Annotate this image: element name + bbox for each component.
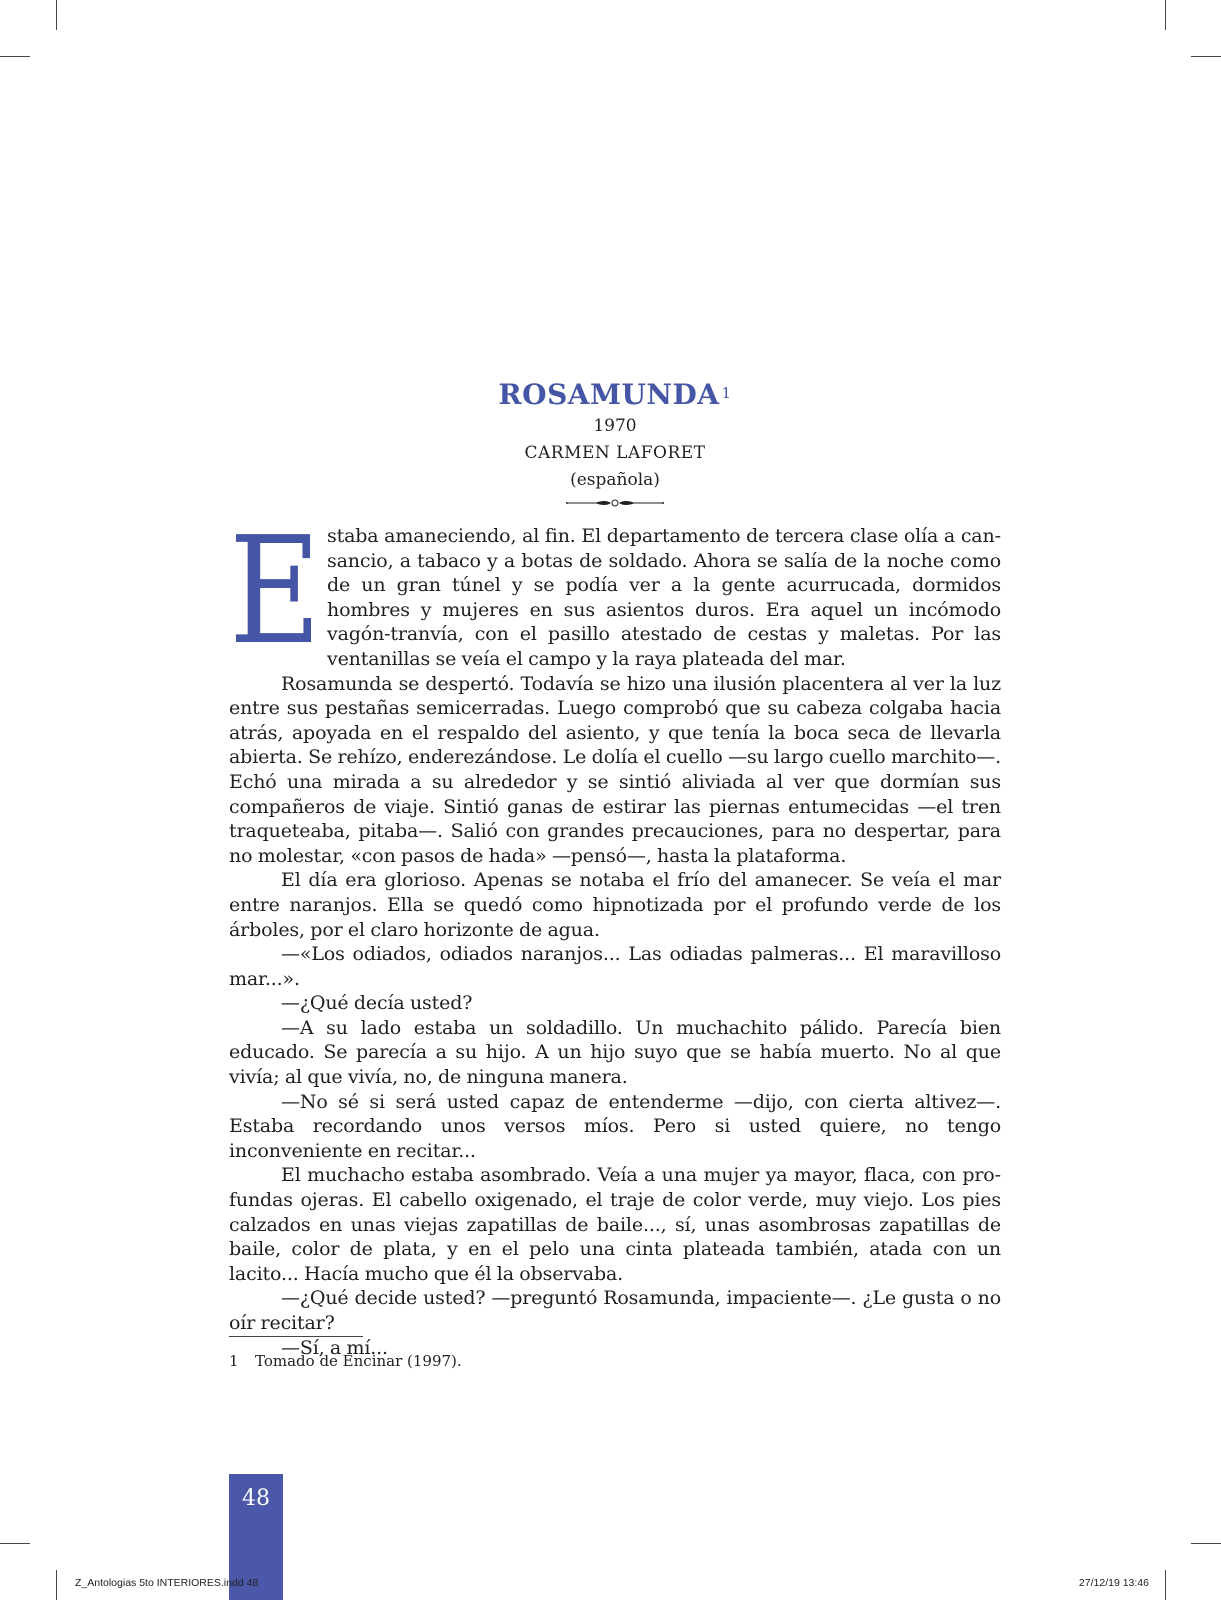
- footnote-rule: [229, 1336, 363, 1337]
- paragraph: —«Los odiados, odiados naranjos... Las odiadas palmeras... El maravilloso mar...».: [229, 943, 1001, 990]
- crop-mark-top-right-h: [1191, 56, 1221, 57]
- crop-mark-bottom-right: [1165, 1570, 1166, 1600]
- author-nationality: (española): [570, 470, 660, 490]
- author-name: CARMEN LAFORET: [524, 443, 706, 463]
- paragraph: —A su lado estaba un soldadillo. Un muchachito pálido. Parecía bien educado. Se parecía a su hijo. A un hijo suyo que se había muerto. No al que vivía; al que vivía, no, de ninguna manera.: [229, 1016, 1001, 1089]
- story-body: [229, 505, 1001, 1360]
- crop-mark-top-right: [1165, 0, 1166, 30]
- paragraph: Rosamunda se despertó. Todavía se hizo una ilusión placentera al ver la luz entre sus pestañas semicerradas. Luego comprobó que su cabeza colgaba hacia atrás, apoyada en el respaldo del asiento, y que tenía la boca seca de llevarla abierta. Se rehízo, enderezándose. Le dolía el cuello —su largo cuello marchito—. Echó una mirada a su alrededor y se sintió aliviada al ver que dormían sus compañeros de viaje. Sintió ganas de estirar las piernas entumecidas —el tren traqueteaba, pitaba—. Salió con grandes precauciones, para no despertar, para no molestar, «con pasos de hada» —pensó—, hasta la plataforma.: [229, 672, 1001, 867]
- slug-filename: Z_Antologias 5to INTERIORES.indd 48: [75, 1577, 259, 1589]
- publication-year: 1970: [593, 416, 637, 436]
- svg-text:E: E: [229, 505, 321, 677]
- footnote-text: Tomado de Encinar (1997).: [255, 1352, 462, 1370]
- crop-mark-top-left: [56, 0, 57, 30]
- slug-date: 27/12/19 13:46: [1078, 1577, 1149, 1589]
- paragraph: El muchacho estaba asombrado. Veía a una mujer ya mayor, flaca, con profundas ojeras. El cabello oxigenado, el traje de color verde, muy viejo. Los pies calzados en unas viejas zapatillas de baile..., sí, unas asombrosas zapatillas de baile, color de plata, y en el pelo una cinta plateada también, atada con un lacito... Hacía mucho que él la observaba.: [229, 1164, 1001, 1285]
- paragraph: staba amaneciendo, al fin. El departamento de tercera clase olía a cansancio, a tabaco y a botas de soldado. Ahora se salía de la noche como de un gran túnel y se podía ver a la gente acurrucada, dormidos hombres y mujeres en sus asientos duros. Era aquel un incómodo vagón-tranvía, con el pasillo atestado de cestas y maletas. Por las ventanillas se veía el campo y la raya plateada del mar.: [327, 525, 1001, 670]
- footnote-ref[interactable]: 1: [721, 384, 732, 402]
- crop-mark-bottom-right-h: [1191, 1543, 1221, 1544]
- ornament-divider-icon: [565, 498, 665, 508]
- paragraph: —¿Qué decide usted? —preguntó Rosamunda, impaciente—. ¿Le gusta o no oír recitar?: [229, 1287, 1001, 1334]
- story-title: ROSAMUNDA $^1$: [498, 378, 732, 411]
- drop-cap: [229, 505, 323, 677]
- title-block: [229, 377, 1001, 508]
- paragraph: —¿Qué decía usted?: [281, 992, 473, 1015]
- crop-mark-bottom-left: [56, 1570, 57, 1600]
- page-number: 48: [242, 1486, 270, 1511]
- paragraph: El día era glorioso. Apenas se notaba el frío del amanecer. Se veía el mar entre naranjos. Ella se quedó como hipnotizada por el profundo verde de los árboles, por el claro horizonte de agua.: [229, 869, 1001, 941]
- paragraph: —No sé si será usted capaz de entenderme —dijo, con cierta altivez—. Estaba recordando unos versos míos. Pero si usted quiere, no tengo inconveniente en recitar...: [229, 1090, 1001, 1162]
- footnote: [229, 1352, 462, 1370]
- footnote-number: 1: [229, 1352, 239, 1370]
- crop-mark-bottom-left-h: [0, 1543, 30, 1544]
- paragraph: —Sí, a mí...: [281, 1336, 388, 1359]
- crop-mark-top-left-h: [0, 56, 30, 57]
